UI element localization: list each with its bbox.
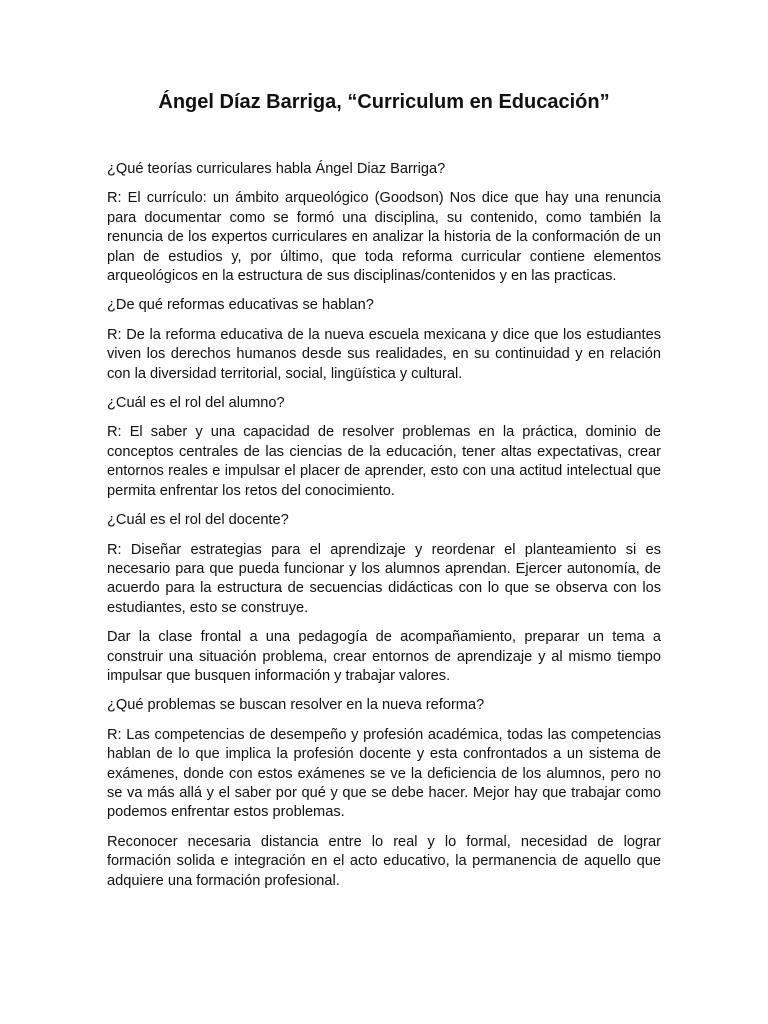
answer-4-continued: Dar la clase frontal a una pedagogía de acompañamiento, preparar un tema a construir una situación problema, crear entornos de aprendizaje y al mismo tiempo impulsar que busquen información y trabajar valores.	[107, 629, 661, 684]
answer-4: R: Diseñar estrategias para el aprendizaje y reordenar el planteamiento si es necesario para que pueda funcionar y los alumnos aprendan. Ejercer autonomía, de acuerdo para la estructura de secuencias didácticas con lo que se observa con los estudiantes, esto se construye.	[107, 541, 661, 616]
answer-5-continued: Reconocer necesaria distancia entre lo real y lo formal, necesidad de lograr formación solida e integración en el acto educativo, la permanencia de aquello que adquiere una formación profesional.	[107, 833, 661, 889]
question-1: ¿Qué teorías curriculares habla Ángel Diaz Barriga?	[107, 161, 446, 177]
answer-3: R: El saber y una capacidad de resolver problemas en la práctica, dominio de conceptos centrales de las ciencias de la educación, tener altas expectativas, crear entornos reales e impulsar el placer de aprender, esto con una actitud intelectual que permita enfrentar los retos del conocimiento.	[107, 424, 661, 499]
question-4: ¿Cuál es el rol del docente?	[107, 512, 289, 529]
question-3: ¿Cuál es el rol del alumno?	[107, 395, 285, 412]
answer-5: R: Las competencias de desempeño y profesión académica, todas las competencias hablan de lo que implica la profesión docente y esta confrontados a un sistema de exámenes, donde con estos exámenes se ve la deficiencia de los alumnos, pero no se va más allá y el saber por qué y que se debe hacer. Mejor hay que trabajar como podemos enfrentar estos problemas.	[107, 726, 661, 821]
question-2: ¿De qué reformas educativas se hablan?	[107, 297, 374, 314]
question-5: ¿Qué problemas se buscan resolver en la nueva reforma?	[107, 697, 485, 714]
answer-1: R: El currículo: un ámbito arqueológico (Goodson) Nos dice que hay una renuncia para documentar como se formó una disciplina, su contenido, como también la renuncia de los expertos curriculares en analizar la historia de la conformación de un plan de estudios y, por último, que toda reforma curricular contiene elementos arqueológicos en la estructura de sus disciplinas/contenidos y en las practicas.	[107, 190, 661, 285]
document-body	[107, 160, 661, 891]
answer-2: R: De la reforma educativa de la nueva escuela mexicana y dice que los estudiantes viven los derechos humanos desde sus realidades, en su continuidad y en relación con la diversidad territorial, social, lingüística y cultural.	[107, 326, 661, 382]
document-title: Ángel Díaz Barriga, “Curriculum en Educación”	[158, 91, 610, 113]
